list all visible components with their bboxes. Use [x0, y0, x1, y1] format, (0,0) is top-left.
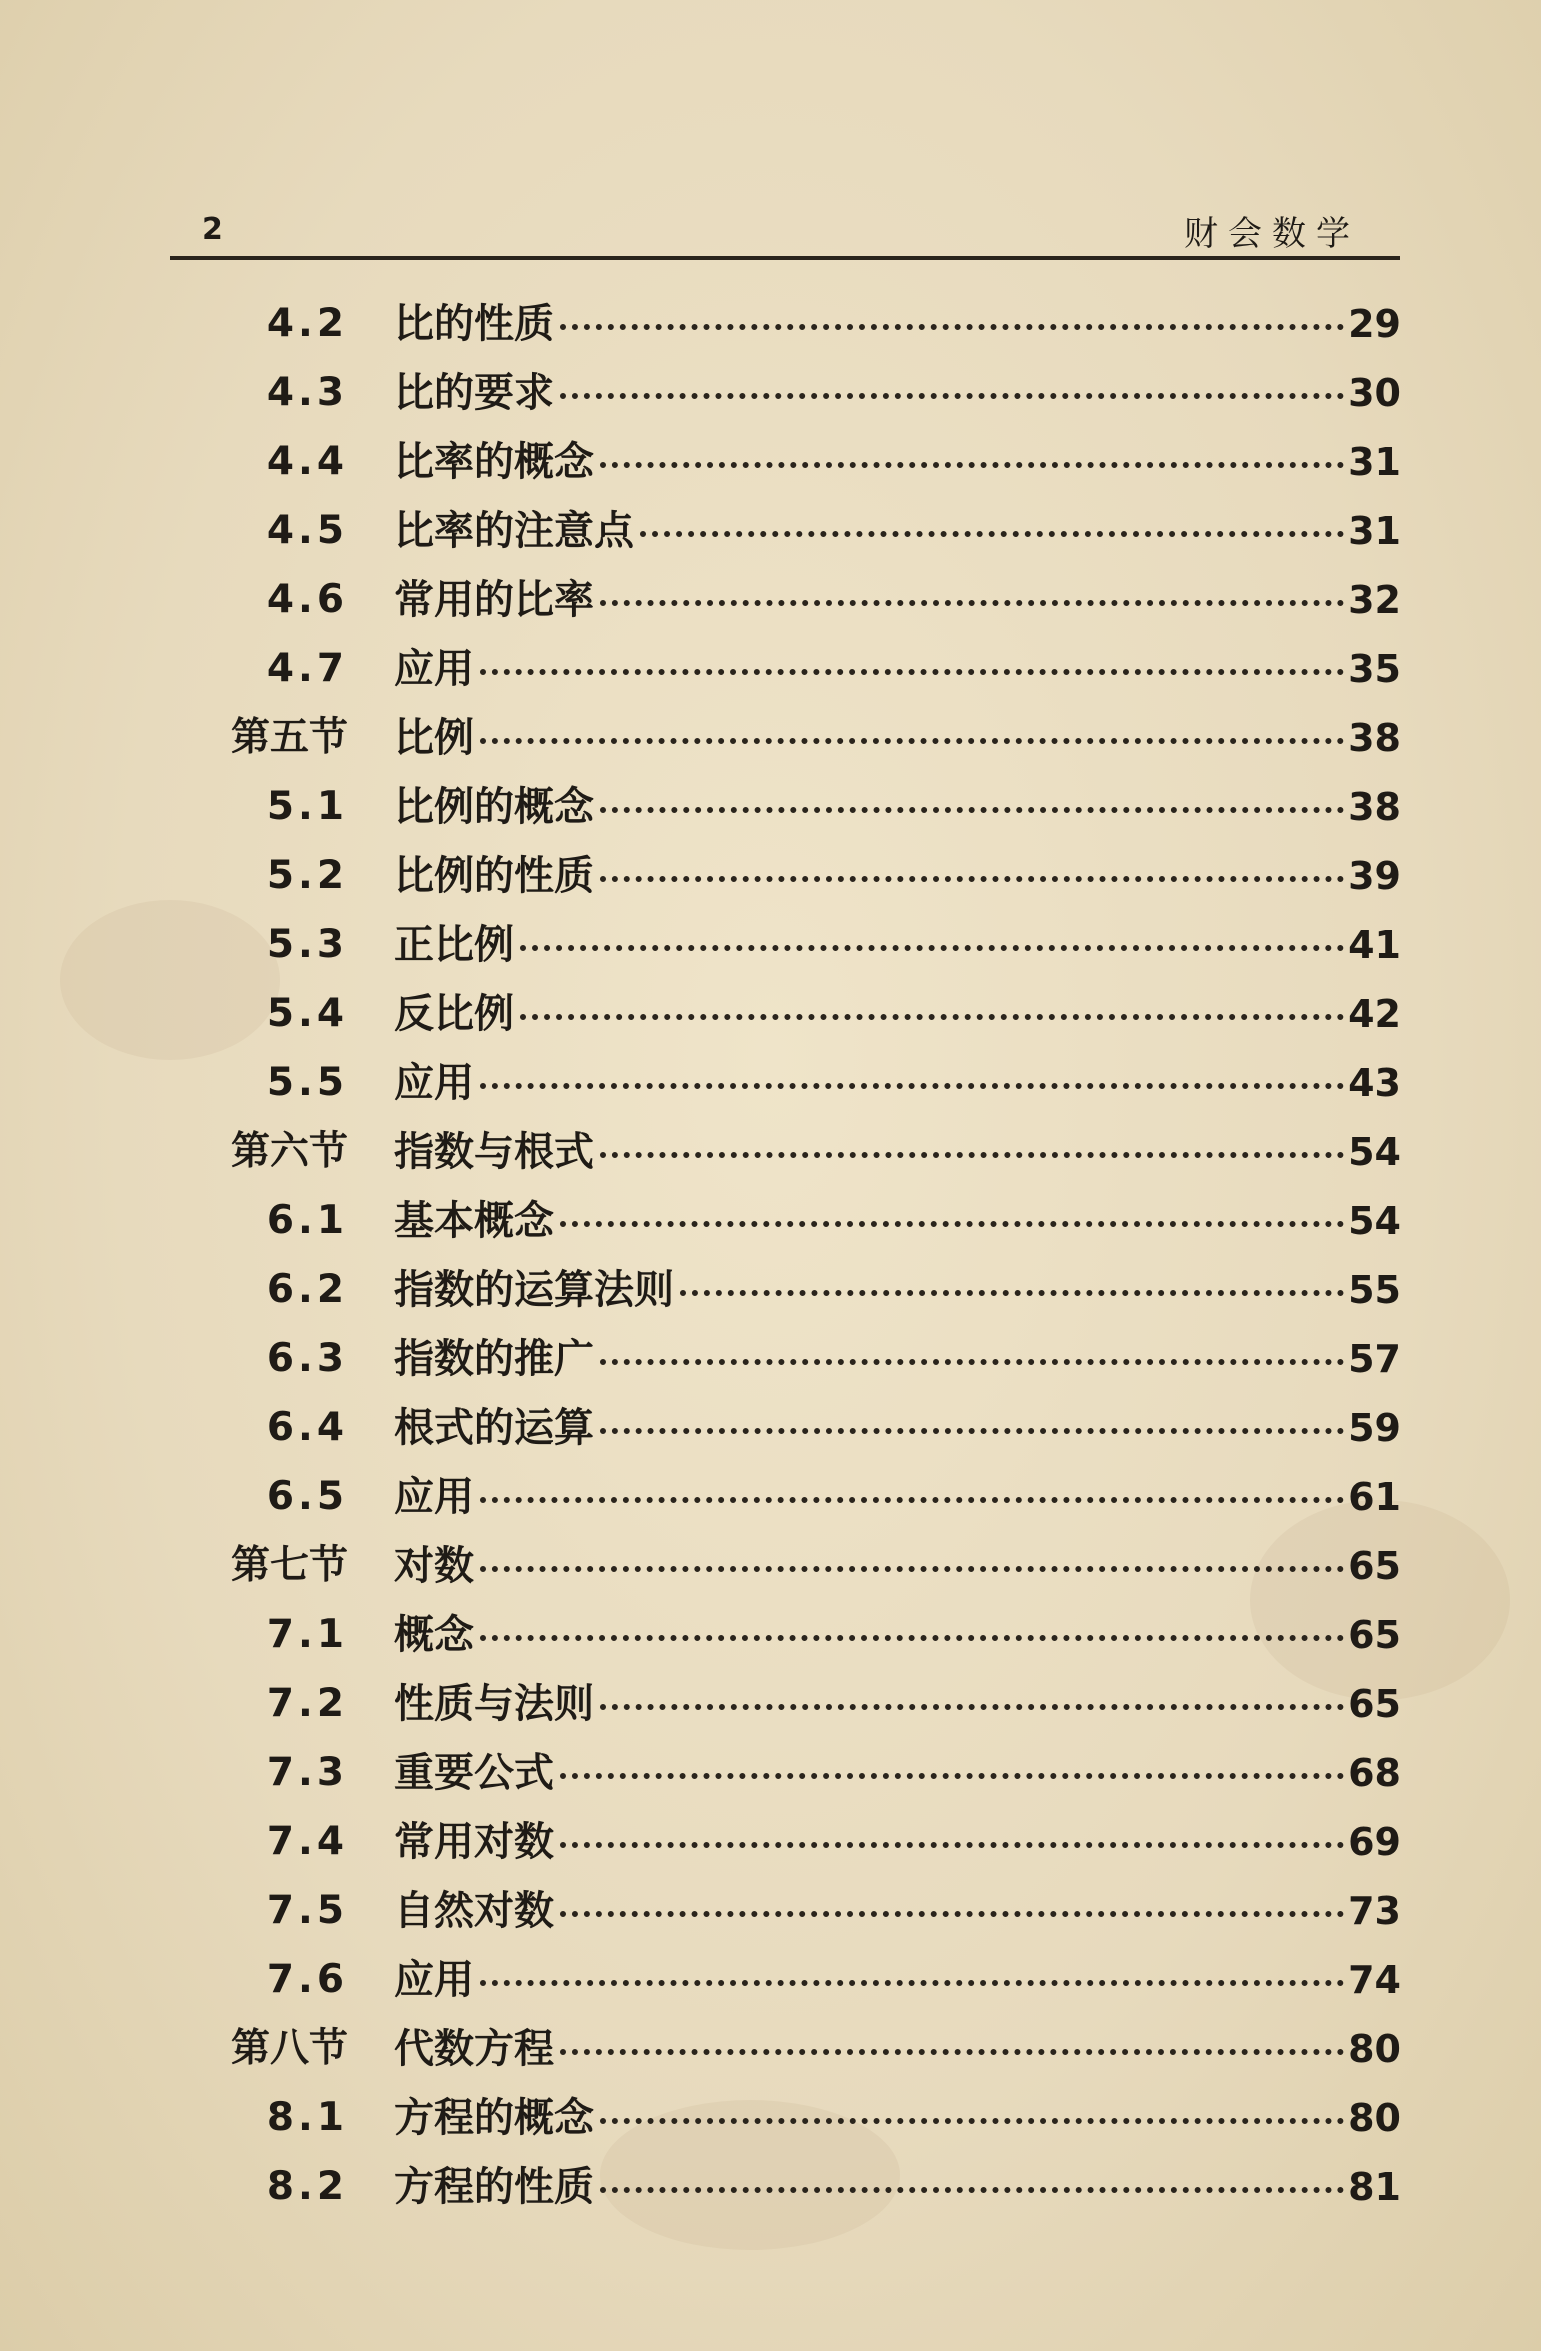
header-rule	[170, 256, 1400, 260]
toc-entry-number: 第五节	[230, 715, 348, 760]
toc-entry-page: 80	[1348, 2027, 1401, 2071]
toc-dot-leader	[600, 1359, 1344, 1365]
toc-entry	[0, 1325, 1541, 1393]
toc-entry-title: 对数	[394, 1543, 474, 1589]
toc-entry-number: 第七节	[230, 1543, 348, 1588]
toc-entry-page: 29	[1348, 302, 1401, 346]
toc-entry-page: 30	[1348, 371, 1401, 415]
toc-entry-page: 31	[1348, 509, 1401, 553]
toc-entry-number: 6.2	[266, 1267, 348, 1312]
toc-entry-page: 38	[1348, 785, 1401, 829]
toc-entry-number: 4.5	[266, 508, 348, 553]
toc-entry-page: 54	[1348, 1130, 1401, 1174]
toc-entry-title: 比例的性质	[394, 853, 594, 899]
toc-entry	[0, 980, 1541, 1048]
toc-entry-title: 方程的性质	[394, 2164, 594, 2210]
toc-dot-leader	[560, 1773, 1344, 1779]
toc-dot-leader	[600, 2118, 1344, 2124]
toc-entry-number: 4.3	[266, 370, 348, 415]
toc-entry	[0, 1394, 1541, 1462]
toc-entry-title: 指数的运算法则	[394, 1267, 674, 1313]
page-header	[172, 200, 1400, 260]
toc-entry-page: 65	[1348, 1544, 1401, 1588]
toc-entry-number: 6.3	[266, 1336, 348, 1381]
toc-entry-title: 正比例	[394, 922, 514, 968]
toc-entry-title: 自然对数	[394, 1888, 554, 1934]
toc-entry-title: 应用	[394, 1060, 474, 1106]
toc-entry-page: 54	[1348, 1199, 1401, 1243]
toc-entry-title: 代数方程	[394, 2026, 554, 2072]
toc-entry-number: 6.1	[266, 1198, 348, 1243]
running-title: 财会数学	[1184, 214, 1360, 254]
toc-entry-title: 性质与法则	[394, 1681, 594, 1727]
toc-entry	[0, 1601, 1541, 1669]
toc-entry-number: 5.5	[266, 1060, 348, 1105]
toc-entry	[0, 1187, 1541, 1255]
toc-dot-leader	[600, 462, 1344, 468]
toc-entry-page: 55	[1348, 1268, 1401, 1312]
toc-entry-title: 方程的概念	[394, 2095, 594, 2141]
toc-entry	[0, 1049, 1541, 1117]
toc-dot-leader	[560, 393, 1344, 399]
toc-entry-number: 7.2	[266, 1681, 348, 1726]
toc-entry-number: 8.1	[266, 2095, 348, 2140]
toc-dot-leader	[560, 1221, 1344, 1227]
toc-entry-number: 7.3	[266, 1750, 348, 1795]
toc-entry-title: 常用对数	[394, 1819, 554, 1865]
toc-dot-leader	[560, 2049, 1344, 2055]
toc-entry-page: 35	[1348, 647, 1401, 691]
toc-entry-title: 应用	[394, 1474, 474, 1520]
toc-entry-title: 比率的概念	[394, 439, 594, 485]
page-number: 2	[202, 212, 223, 247]
toc-dot-leader	[480, 669, 1344, 675]
toc-dot-leader	[520, 1014, 1344, 1020]
toc-entry-page: 74	[1348, 1958, 1401, 2002]
toc-dot-leader	[480, 1566, 1344, 1572]
toc-entry-page: 65	[1348, 1613, 1401, 1657]
toc-dot-leader	[480, 1980, 1344, 1986]
toc-entry	[0, 497, 1541, 565]
toc-dot-leader	[600, 1704, 1344, 1710]
toc-entry-number: 6.5	[266, 1474, 348, 1519]
toc-entry-title: 指数与根式	[394, 1129, 594, 1175]
toc-dot-leader	[480, 1083, 1344, 1089]
toc-entry-number: 7.4	[266, 1819, 348, 1864]
toc-entry-number: 4.4	[266, 439, 348, 484]
toc-entry	[0, 2153, 1541, 2221]
toc-entry-number: 7.6	[266, 1957, 348, 2002]
toc-entry-number: 5.1	[266, 784, 348, 829]
toc-entry-title: 应用	[394, 646, 474, 692]
toc-entry-number: 6.4	[266, 1405, 348, 1450]
toc-entry	[0, 1877, 1541, 1945]
toc-entry-page: 38	[1348, 716, 1401, 760]
toc-entry	[0, 428, 1541, 496]
toc-entry-number: 第八节	[230, 2026, 348, 2071]
toc-entry-number: 第六节	[230, 1129, 348, 1174]
toc-dot-leader	[480, 1635, 1344, 1641]
toc-entry-page: 41	[1348, 923, 1401, 967]
toc-entry	[0, 1532, 1541, 1600]
toc-dot-leader	[640, 531, 1344, 537]
toc-entry-number: 7.5	[266, 1888, 348, 1933]
toc-entry	[0, 704, 1541, 772]
toc-entry-number: 4.2	[266, 301, 348, 346]
toc-entry-page: 69	[1348, 1820, 1401, 1864]
toc-entry-number: 4.6	[266, 577, 348, 622]
toc-entry	[0, 290, 1541, 358]
toc-entry-page: 61	[1348, 1475, 1401, 1519]
toc-entry	[0, 2084, 1541, 2152]
toc-entry-title: 概念	[394, 1612, 474, 1658]
toc-dot-leader	[600, 1428, 1344, 1434]
toc-entry-title: 指数的推广	[394, 1336, 594, 1382]
toc-entry	[0, 2015, 1541, 2083]
toc-dot-leader	[600, 1152, 1344, 1158]
toc-entry-number: 5.3	[266, 922, 348, 967]
toc-dot-leader	[560, 1911, 1344, 1917]
toc-entry-title: 比率的注意点	[394, 508, 634, 554]
toc-entry-page: 68	[1348, 1751, 1401, 1795]
toc-entry-title: 反比例	[394, 991, 514, 1037]
toc-entry-title: 应用	[394, 1957, 474, 2003]
toc-entry	[0, 359, 1541, 427]
toc-entry	[0, 842, 1541, 910]
toc-dot-leader	[480, 738, 1344, 744]
toc-entry-page: 57	[1348, 1337, 1401, 1381]
toc-entry	[0, 773, 1541, 841]
toc-entry	[0, 635, 1541, 703]
toc-entry-title: 常用的比率	[394, 577, 594, 623]
toc-entry	[0, 566, 1541, 634]
toc-entry-title: 比的性质	[394, 301, 554, 347]
toc-entry-page: 80	[1348, 2096, 1401, 2140]
toc-entry	[0, 911, 1541, 979]
toc-dot-leader	[520, 945, 1344, 951]
toc-entry	[0, 1256, 1541, 1324]
toc-dot-leader	[480, 1497, 1344, 1503]
toc-entry-number: 8.2	[266, 2164, 348, 2209]
toc-dot-leader	[560, 324, 1344, 330]
toc-entry-title: 重要公式	[394, 1750, 554, 1796]
toc-dot-leader	[600, 876, 1344, 882]
toc-dot-leader	[600, 600, 1344, 606]
toc-entry	[0, 1946, 1541, 2014]
toc-entry	[0, 1808, 1541, 1876]
toc-entry-page: 59	[1348, 1406, 1401, 1450]
toc-entry-page: 43	[1348, 1061, 1401, 1105]
toc-entry-page: 81	[1348, 2165, 1401, 2209]
toc-entry-title: 根式的运算	[394, 1405, 594, 1451]
toc-dot-leader	[600, 807, 1344, 813]
toc-entry-number: 5.4	[266, 991, 348, 1036]
toc-entry	[0, 1463, 1541, 1531]
toc-entry-title: 比例	[394, 715, 474, 761]
toc-entry	[0, 1739, 1541, 1807]
toc-entry-page: 32	[1348, 578, 1401, 622]
toc-entry-title: 基本概念	[394, 1198, 554, 1244]
toc-entry-number: 4.7	[266, 646, 348, 691]
toc-entry-page: 73	[1348, 1889, 1401, 1933]
toc-entry-number: 5.2	[266, 853, 348, 898]
toc-entry-page: 65	[1348, 1682, 1401, 1726]
toc-entry-page: 39	[1348, 854, 1401, 898]
toc-entry	[0, 1670, 1541, 1738]
toc-entry-page: 42	[1348, 992, 1401, 1036]
toc-dot-leader	[560, 1842, 1344, 1848]
toc-entry-number: 7.1	[266, 1612, 348, 1657]
toc-dot-leader	[680, 1290, 1344, 1296]
toc-entry-page: 31	[1348, 440, 1401, 484]
toc-entry-title: 比例的概念	[394, 784, 594, 830]
toc-entry-title: 比的要求	[394, 370, 554, 416]
toc-entry	[0, 1118, 1541, 1186]
toc-dot-leader	[600, 2187, 1344, 2193]
